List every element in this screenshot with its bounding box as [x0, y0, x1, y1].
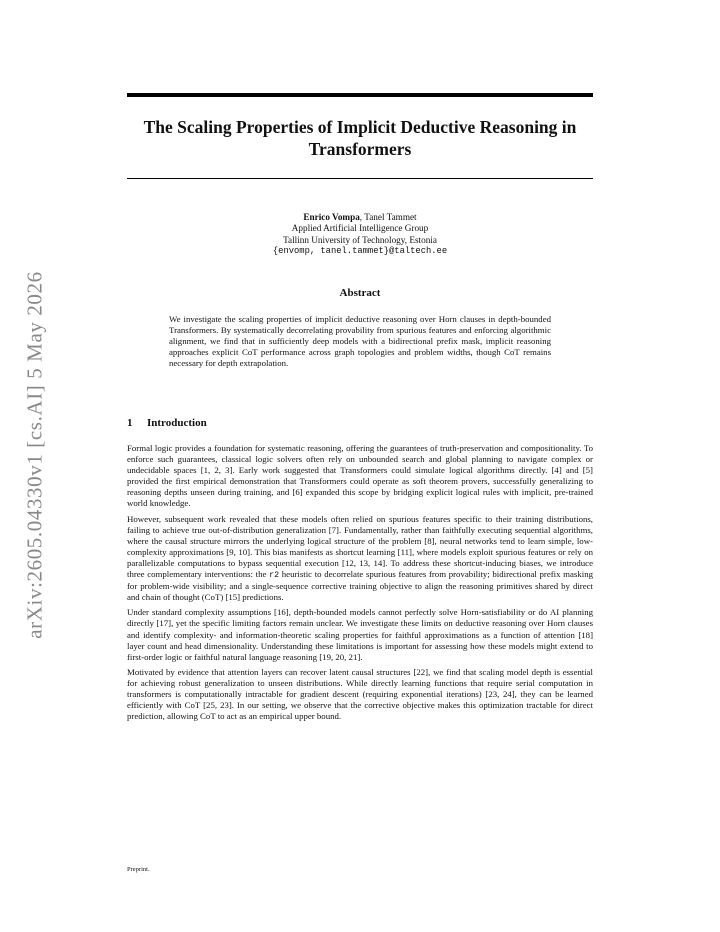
first-author: Enrico Vompa [303, 212, 360, 222]
section-title: Introduction [147, 417, 207, 429]
author-emails: {envomp, tanel.tammet}@taltech.ee [272, 245, 448, 256]
author-line [127, 212, 593, 223]
section-heading-introduction [127, 417, 207, 429]
other-authors: , Tanel Tammet [359, 212, 417, 222]
affiliation-group: Applied Artificial Intelligence Group [291, 223, 429, 234]
section-number: 1 [127, 417, 133, 429]
title-bottom-rule [127, 178, 593, 179]
paragraph-1: Formal logic provides a foundation for systematic reasoning, offering the guarantees of truth-preservation and compositionality. To enforce such guarantees, classical logic solvers often rely on unbounded search and global planning to navigate complex or undecidable spaces [1, 2, 3]. Early work suggested that Transformers could simulate logical algorithms directly. [4] and [5] provided the first empirical demonstration that Transformers could operate as soft theorem provers, successfully generalizing to reasoning depths unseen during training, and [6] expanded this scope by bridging explicit logical rules with implicit, pre-trained world knowledge. [127, 443, 593, 509]
paragraph-2-part-a: However, subsequent work revealed that these models often relied on spurious features specific to their training distributions, failing to achieve true out-of-distribution generalization [7]. Fundamentally, rather than faithfully executing sequential algorithms, where the causal structure mirrors the underlying logical structure of the problem [8], neural networks tend to learn simple, low-complexity approximations [9, 10]. This bias manifests as shortcut learning [11], where models exploit spurious features or rely on parallelizable computations to bypass sequential execution [12, 13, 14]. To address these shortcut-inducing biases, we introduce three complementary interventions: the [127, 513, 593, 580]
paragraph-3: Under standard complexity assumptions [16], depth-bounded models cannot perfectly solve Horn-satisfiability or do AI planning directly [17], yet the specific limiting factors remain unclear. We investigate these limits on deductive reasoning over Horn clauses and identify complexity- and information-theoretic scaling properties for faithful approximations as a function of attention [18] layer count and head dimensionality. Understanding these limitations is important for assessing how these models might extend to first-order logic or faithful natural language reasoning [19, 20, 21]. [127, 607, 593, 662]
affiliation-institution: Tallinn University of Technology, Estonia [283, 234, 437, 245]
arxiv-id-text: arXiv:2605.04330v1 [cs.AI] 5 May 2026 [22, 271, 47, 639]
paper-title: The Scaling Properties of Implicit Deductive Reasoning in Transformers [143, 117, 577, 159]
paragraph-4: Motivated by evidence that attention layers can recover latent causal structures [22], we find that scaling model depth is essential for achieving robust generalization to unseen distributions. While directly learning functions that require serial computation in transformers is computationally intractable for gradient descent (requiring exponential iterations) [23, 24], they can be learned efficiently with CoT [25, 23]. In our setting, we observe that the corrective objective makes this optimization tractable for direct prediction, allowing CoT to act as an empirical upper bound. [127, 666, 593, 722]
paragraph-2 [127, 514, 593, 604]
preprint-footnote: Preprint. [127, 866, 150, 873]
paragraph-2-part-b: heuristic to decorrelate spurious features from provability; bidirectional prefix masking for problem-wide visibility; and a single-sequence corrective training objective to align the reasoning primitives shared by direct and chain of thought (CoT) [15] predictions. [127, 569, 593, 603]
arxiv-identifier-stamp [16, 265, 54, 645]
abstract-text: We investigate the scaling properties of implicit deductive reasoning over Horn clauses in depth-bounded Transformers. By systematically decorrelating provability from spurious features and enforcing algorithmic alignment, we find that in sufficiently deep models with a bidirectional prefix mask, implicit reasoning approaches explicit CoT performance across graph topologies and problem widths, though CoT remains necessary for depth extrapolation. [169, 314, 551, 369]
introduction-body [127, 443, 593, 726]
title-top-rule [127, 93, 593, 97]
abstract-heading: Abstract [339, 287, 381, 299]
author-block [127, 212, 593, 257]
heuristic-code: r2 [269, 570, 280, 581]
